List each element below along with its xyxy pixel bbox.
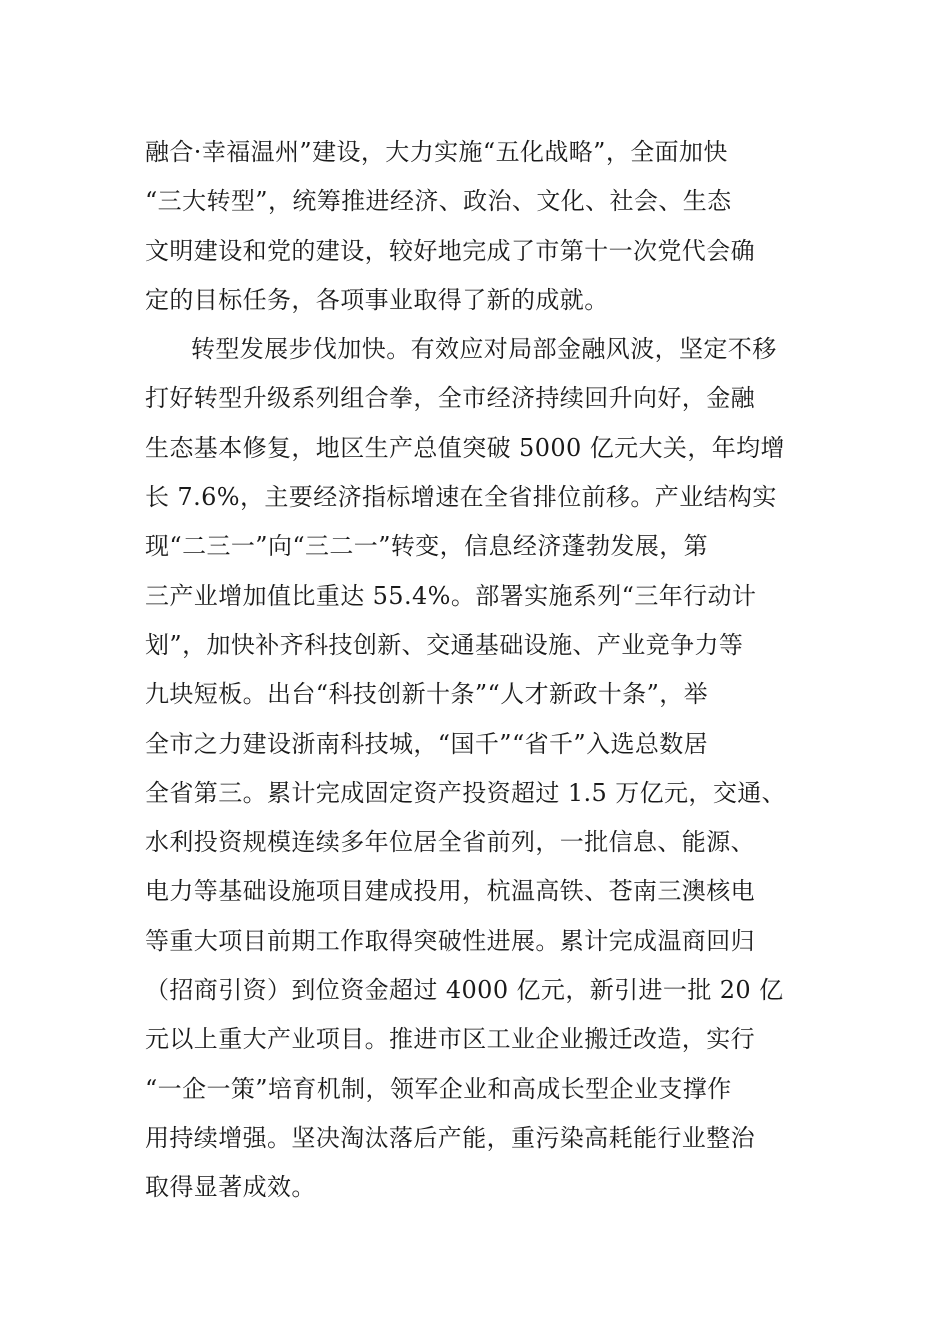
paragraph-first-line: 转型发展步伐加快。有效应对局部金融风波，坚定不移 — [191, 335, 777, 364]
text-line: 现“二三一”向“三二一”转变，信息经济蓬勃发展，第 — [145, 532, 709, 561]
text-line: （招商引资）到位资金超过 4000 亿元，新引进一批 20 亿 — [145, 976, 784, 1005]
text-line: 生态基本修复，地区生产总值突破 5000 亿元大关，年均增 — [145, 433, 785, 462]
text-line: 水利投资规模连续多年位居全省前列，一批信息、能源、 — [145, 828, 755, 857]
text-line: 打好转型升级系列组合拳，全市经济持续回升向好，金融 — [145, 384, 755, 413]
text-line: 定的目标任务，各项事业取得了新的成就。 — [145, 285, 609, 314]
text-line: 等重大项目前期工作取得突破性进展。累计完成温商回归 — [145, 926, 755, 955]
body-text — [145, 128, 845, 1213]
text-line: 长 7.6%，主要经济指标增速在全省排位前移。产业结构实 — [145, 483, 777, 512]
text-line: 划”，加快补齐科技创新、交通基础设施、产业竞争力等 — [145, 630, 744, 659]
text-line: 取得显著成效。 — [145, 1173, 316, 1202]
text-line: 文明建设和党的建设，较好地完成了市第十一次党代会确 — [145, 236, 755, 265]
text-line: 全市之力建设浙南科技城，“国千”“省千”入选总数居 — [145, 729, 709, 758]
text-line: 全省第三。累计完成固定资产投资超过 1.5 万亿元，交通、 — [145, 778, 787, 807]
text-line: “一企一策”培育机制，领军企业和高成长型企业支撑作 — [145, 1074, 732, 1103]
text-line: “三大转型”，统筹推进经济、政治、文化、社会、生态 — [145, 187, 732, 216]
text-line: 九块短板。出台“科技创新十条”“人才新政十条”，举 — [145, 680, 709, 709]
text-line: 用持续增强。坚决淘汰落后产能，重污染高耗能行业整治 — [145, 1123, 755, 1152]
text-line: 元以上重大产业项目。推进市区工业企业搬迁改造，实行 — [145, 1025, 755, 1054]
text-line: 融合·幸福温州”建设，大力实施“五化战略”，全面加快 — [145, 138, 728, 166]
text-line: 电力等基础设施项目建成投用，杭温高铁、苍南三澳核电 — [145, 877, 755, 906]
text-line: 三产业增加值比重达 55.4%。部署实施系列“三年行动计 — [145, 581, 757, 610]
